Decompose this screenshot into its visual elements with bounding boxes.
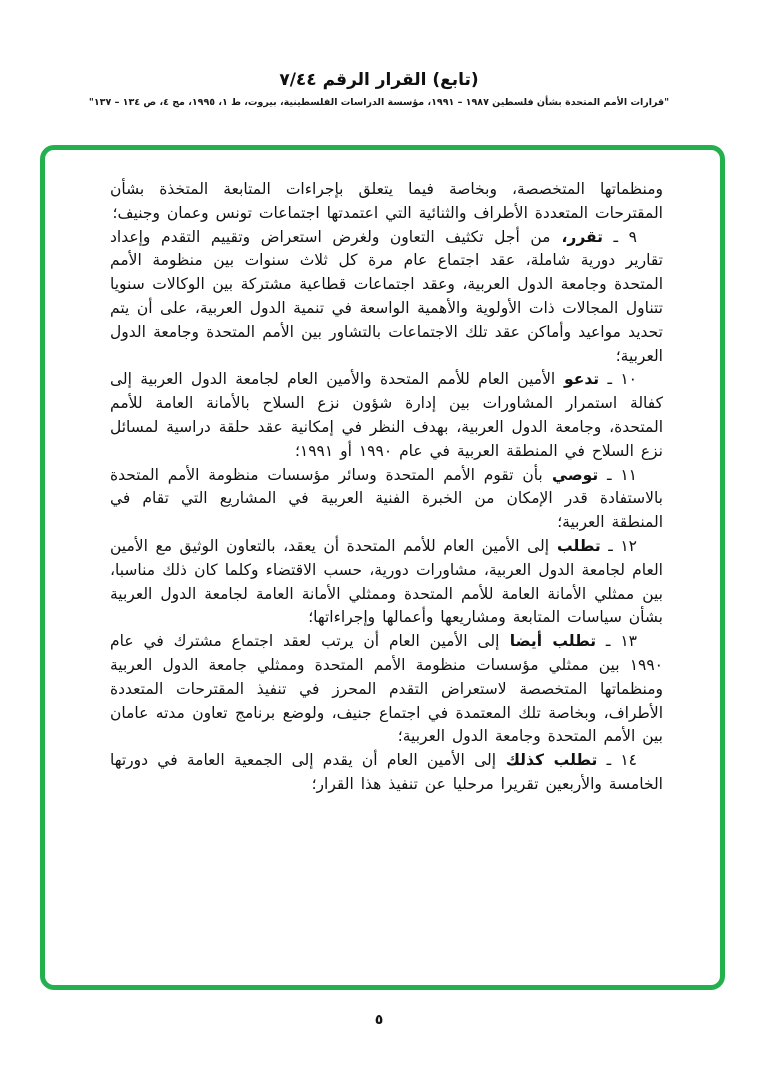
resolution-paragraph (110, 464, 663, 535)
resolution-paragraph (110, 630, 663, 749)
paragraph-number: ١٤ ـ (597, 751, 637, 770)
paragraph-text: من أجل تكثيف التعاون ولغرض استعراض وتقييم التقدم وإعداد تقارير دورية شاملة، عقد اجتماع عام مرة كل ثلاث سنوات بين منظومة الأمم المتحدة وجامعة الدول العربية، وعقد اجتماعات قطاعية مشتركة بين الوكالات سنويا تتناول المجالات ذات الأولوية والأهمية الواسعة في تنمية الدول العربية، على أن يتم تحديد مواعيد وأماكن عقد تلك الاجتماعات بالتشاور بين الأمم المتحدة وجامعة الدول العربية؛ (110, 227, 663, 365)
paragraph-text: إلى الأمين العام أن يقدم إلى الجمعية العامة في دورتها الخامسة والأربعين تقريرا مرحليا عن تنفيذ هذا القرار؛ (110, 751, 663, 793)
paragraph-lead-word: تقرر، (550, 227, 603, 246)
source-citation: "قرارات الأمم المتحدة بشأن فلسطين ١٩٨٧ – ١٩٩١، مؤسسة الدراسات الفلسطينية، بيروت، ط ١، ١٩٩٥، مج ٤، ص ١٣٤ – ١٣٧" (88, 97, 670, 108)
resolution-text-box (40, 145, 725, 990)
page-number: ٥ (374, 1012, 384, 1028)
paragraph-text: بأن تقوم الأمم المتحدة وسائر مؤسسات منظومة الأمم المتحدة بالاستفادة قدر الإمكان من الخبرة الفنية العربية في المشاريع التي تقام في المنطقة العربية؛ (110, 465, 663, 532)
paragraph-lead-word: تدعو (555, 370, 600, 389)
paragraph-text: ومنظماتها المتخصصة، وبخاصة فيما يتعلق بإجراءات المتابعة المتخذة بشأن المقترحات المتعددة الأطراف والثنائية التي اعتمدتها اجتماعات تونس وعمان وجنيف؛ (110, 180, 663, 222)
paragraph-number: ١٢ ـ (600, 536, 637, 555)
resolution-paragraph (110, 178, 663, 226)
page-header (0, 70, 758, 108)
resolution-paragraph (110, 749, 663, 797)
paragraph-lead-word: توصي (542, 465, 599, 484)
resolution-body (110, 178, 663, 797)
resolution-paragraph (110, 535, 663, 630)
resolution-paragraph (110, 226, 663, 369)
paragraph-text: إلى الأمين العام أن يرتب لعقد اجتماع مشترك في عام ١٩٩٠ بين ممثلي مؤسسات منظومة الأمم المتحدة وممثلي جامعة الدول العربية ومنظماتها المتخصصة لاستعراض التقدم المحرز في تنفيذ المقترحات المتعددة الأطراف، وبخاصة تلك المعتمدة في اجتماع جنيف، ولوضع برنامج تعاون مدته عامان بين الأمم المتحدة وجامعة الدول العربية؛ (110, 632, 663, 746)
resolution-title: (تابع) القرار الرقم ٧/٤٤ (279, 70, 479, 90)
paragraph-number: ١١ ـ (598, 465, 638, 484)
paragraph-lead-word: تطلب كذلك (496, 751, 598, 770)
resolution-paragraph (110, 368, 663, 463)
paragraph-number: ٩ ـ (602, 227, 637, 246)
paragraph-lead-word: تطلب (549, 536, 601, 555)
paragraph-lead-word: تطلب أيضا (499, 632, 597, 651)
page-footer (0, 1012, 758, 1028)
paragraph-text: الأمين العام للأمم المتحدة والأمين العام لجامعة الدول العربية إلى كفالة استمرار المشاورات بين إدارة شؤون نزع السلاح بالأمانة العامة للأمم المتحدة، وجامعة الدول العربية، بهدف النظر في إمكانية عقد حلقة دراسية لمسائل نزع السلاح في المنطقة العربية في عام ١٩٩٠ أو ١٩٩١؛ (110, 370, 663, 460)
paragraph-number: ١٠ ـ (599, 370, 637, 389)
paragraph-number: ١٣ ـ (596, 632, 637, 651)
paragraph-text: إلى الأمين العام للأمم المتحدة أن يعقد، بالتعاون الوثيق مع الأمين العام لجامعة الدول العربية، مشاورات دورية، حسب الاقتضاء وكلما كان ذلك مناسبا، بين ممثلي الأمانة العامة للأمم المتحدة وممثلي الأمانة العامة لجامعة الدول العربية بشأن سياسات المتابعة ومشاريعها وأعمالها وإجراءاتها؛ (110, 536, 663, 627)
